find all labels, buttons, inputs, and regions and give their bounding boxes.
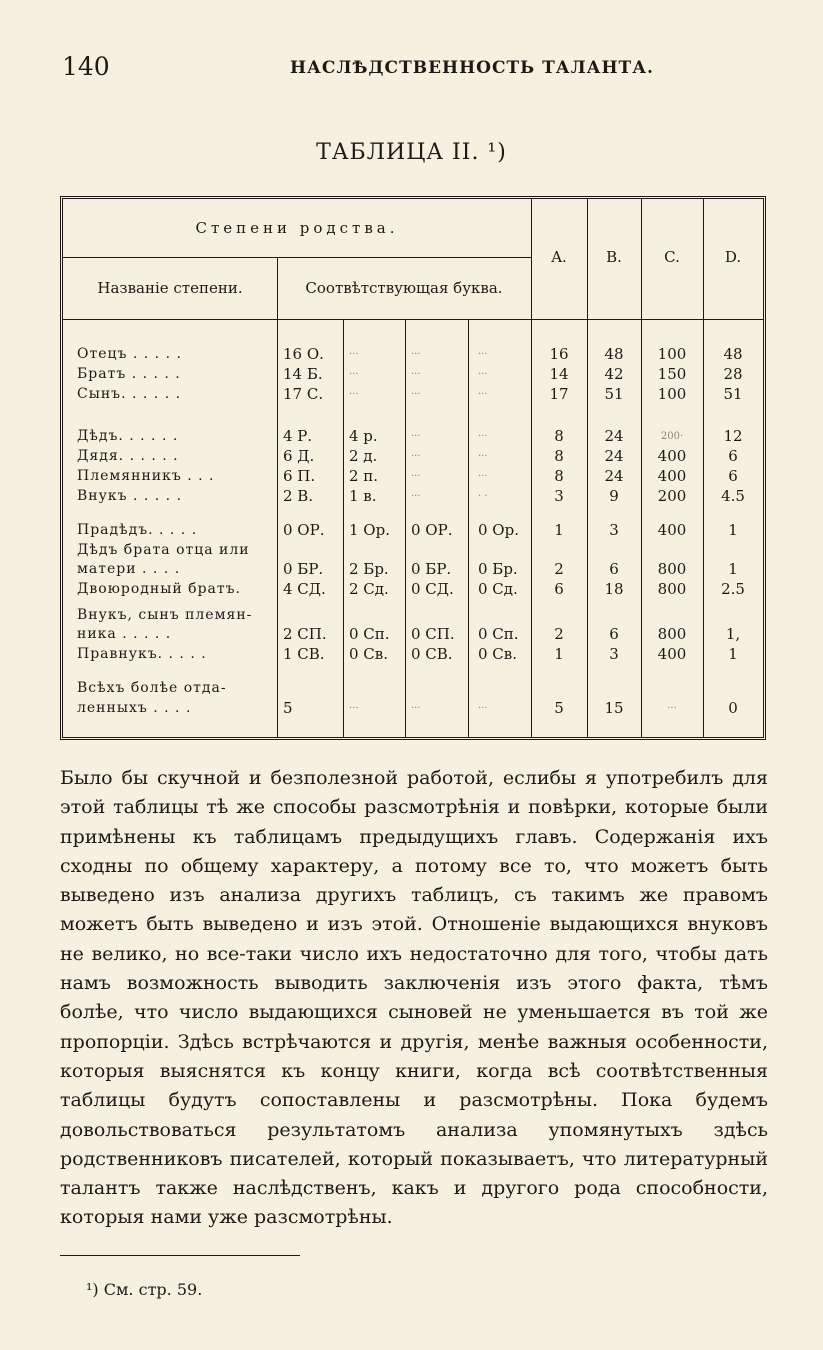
cell-a: 5 xyxy=(554,699,564,717)
row-label: Отецъ . . . . . xyxy=(77,346,182,362)
cell-l4: 0 Ор. xyxy=(478,521,519,539)
cell-b: 24 xyxy=(604,467,624,485)
cell-l2: ··· xyxy=(349,703,359,714)
cell-a: 3 xyxy=(554,487,564,505)
table-caption: ТАБЛИЦА II. ¹) xyxy=(316,140,507,165)
cell-c: 800 xyxy=(657,560,687,578)
cell-l4: ··· xyxy=(478,389,488,400)
cell-l3: 0 СД. xyxy=(411,580,454,598)
cell-c: ··· xyxy=(667,703,677,714)
cell-l1: 0 ОР. xyxy=(283,521,325,539)
cell-c: 100 xyxy=(657,385,687,403)
cell-l1: 2 В. xyxy=(283,487,314,505)
footnote: ¹) См. стр. 59. xyxy=(86,1280,203,1299)
cell-a: 8 xyxy=(554,427,564,445)
kinship-table xyxy=(60,196,766,740)
cell-l3: 0 СП. xyxy=(411,625,455,643)
cell-d: 2.5 xyxy=(721,580,745,598)
cell-b: 42 xyxy=(604,365,624,383)
cell-l2: 2 п. xyxy=(349,467,379,485)
cell-c: 100 xyxy=(657,345,687,363)
cell-l1: 17 С. xyxy=(283,385,324,403)
cell-l3: ··· xyxy=(411,471,421,482)
cell-l2: 1 Ор. xyxy=(349,521,390,539)
cell-l4: 0 Бр. xyxy=(478,560,518,578)
cell-l4: ··· xyxy=(478,349,488,360)
cell-l4: ··· xyxy=(478,451,488,462)
cell-l1: 6 П. xyxy=(283,467,316,485)
cell-l3: 0 ОР. xyxy=(411,521,453,539)
row-label: Всѣхъ болѣе отда- xyxy=(77,680,227,696)
group-header: Степени родства. xyxy=(195,219,399,237)
running-title: НАСЛѢДСТВЕННОСТЬ ТАЛАНТА. xyxy=(290,58,654,78)
cell-c: 800 xyxy=(657,625,687,643)
cell-b: 18 xyxy=(604,580,624,598)
col-c-header: C. xyxy=(664,248,680,266)
cell-l3: ··· xyxy=(411,491,421,502)
cell-d: 6 xyxy=(728,447,738,465)
cell-l3: ··· xyxy=(411,369,421,380)
body-paragraph: Было бы скучной и безполезной работой, еслибы я употребилъ для этой таблицы тѣ же способы разсмотрѣнія и повѣрки, которые были примѣнены къ таблицамъ предыдущихъ главъ. Содержанія ихъ сходны по общему характеру, а потому все то, что можетъ быть выведено изъ анализа другихъ таблицъ, съ такимъ же правомъ можетъ быть выведено и изъ этой. Отношеніе выдающихся внуковъ не велико, но все-таки число ихъ недостаточно для того, чтобы дать намъ возможность выводить заключенія изъ этого факта, тѣмъ болѣе, что число выдающихся сыновей не уменьшается въ той же пропорціи. Здѣсь встрѣчаются и другія, менѣе важныя особенности, которыя выяснятся къ концу книги, когда всѣ соотвѣтственныя таблицы будутъ сопоставлены и разсмотрѣны. Пока будемъ довольствоваться результатомъ анализа упомянутыхъ здѣсь родственниковъ писателей, который показываетъ, что литературный талантъ также наслѣдственъ, какъ и другого рода способности, которыя нами уже разсмотрѣны. xyxy=(60,767,768,1229)
cell-l4: ··· xyxy=(478,471,488,482)
col-d-header: D. xyxy=(724,248,742,266)
col-a-header: A. xyxy=(551,248,567,266)
cell-d: 1 xyxy=(728,560,738,578)
cell-l3: ··· xyxy=(411,349,421,360)
row-label: Дѣдъ. . . . . . xyxy=(77,428,179,444)
col-letter-header: Соотвѣтствующая буква. xyxy=(305,279,503,297)
cell-l3: ··· xyxy=(411,431,421,442)
cell-l2: ··· xyxy=(349,389,359,400)
cell-b: 3 xyxy=(609,521,619,539)
cell-b: 9 xyxy=(609,487,619,505)
cell-c: 400 xyxy=(657,447,687,465)
cell-l1: 5 xyxy=(283,699,293,717)
cell-c: 200· xyxy=(660,431,684,442)
page-number: 140 xyxy=(62,52,110,81)
cell-l4: 0 Св. xyxy=(478,645,518,663)
cell-l2: 1 в. xyxy=(349,487,377,505)
cell-l2: ··· xyxy=(349,349,359,360)
cell-a: 17 xyxy=(549,385,569,403)
cell-d: 1, xyxy=(725,625,741,643)
cell-d: 4.5 xyxy=(721,487,745,505)
cell-l4: ··· xyxy=(478,369,488,380)
cell-l2: 2 Бр. xyxy=(349,560,389,578)
row-label: Племянникъ . . . xyxy=(77,468,215,484)
cell-c: 200 xyxy=(657,487,687,505)
col-name-header: Названіе степени. xyxy=(97,279,243,297)
footnote-rule xyxy=(60,1255,300,1256)
row-label: Дѣдъ брата отца или xyxy=(77,542,250,558)
cell-a: 1 xyxy=(554,521,564,539)
cell-l3: ··· xyxy=(411,703,421,714)
cell-d: 1 xyxy=(728,645,738,663)
cell-c: 400 xyxy=(657,521,687,539)
cell-d: 0 xyxy=(728,699,738,717)
cell-b: 24 xyxy=(604,447,624,465)
cell-b: 15 xyxy=(604,699,624,717)
cell-b: 3 xyxy=(609,645,619,663)
cell-l1: 4 Р. xyxy=(283,427,313,445)
row-label: Правнукъ. . . . . xyxy=(77,646,207,662)
cell-l4: 0 Сд. xyxy=(478,580,518,598)
cell-l4: ··· xyxy=(478,703,488,714)
cell-c: 400 xyxy=(657,467,687,485)
row-label: Дядя. . . . . . xyxy=(77,448,179,464)
cell-l1: 2 СП. xyxy=(283,625,327,643)
cell-a: 16 xyxy=(549,345,569,363)
cell-b: 24 xyxy=(604,427,624,445)
cell-a: 14 xyxy=(549,365,569,383)
cell-l2: ··· xyxy=(349,369,359,380)
cell-l3: ··· xyxy=(411,451,421,462)
cell-l1: 4 СД. xyxy=(283,580,326,598)
cell-d: 48 xyxy=(723,345,743,363)
cell-l4: 0 Сп. xyxy=(478,625,519,643)
row-label: Братъ . . . . . xyxy=(77,366,181,382)
cell-l1: 6 Д. xyxy=(283,447,315,465)
row-label: ленныхъ . . . . xyxy=(77,700,192,716)
col-b-header: B. xyxy=(606,248,622,266)
cell-l1: 14 Б. xyxy=(283,365,323,383)
cell-l2: 4 р. xyxy=(349,427,378,445)
cell-b: 48 xyxy=(604,345,624,363)
row-label: Внукъ . . . . . xyxy=(77,488,183,504)
cell-d: 1 xyxy=(728,521,738,539)
cell-d: 12 xyxy=(723,427,743,445)
cell-d: 6 xyxy=(728,467,738,485)
cell-c: 800 xyxy=(657,580,687,598)
cell-a: 1 xyxy=(554,645,564,663)
cell-c: 150 xyxy=(657,365,687,383)
cell-d: 28 xyxy=(723,365,743,383)
cell-l4: ··· xyxy=(478,431,488,442)
cell-a: 2 xyxy=(554,560,564,578)
cell-l2: 0 Св. xyxy=(349,645,389,663)
cell-l3: ··· xyxy=(411,389,421,400)
row-label: Внукъ, сынъ племян- xyxy=(77,607,253,623)
cell-l4: · · xyxy=(478,491,488,502)
cell-a: 6 xyxy=(554,580,564,598)
cell-l2: 2 Сд. xyxy=(349,580,389,598)
cell-a: 8 xyxy=(554,467,564,485)
cell-l1: 0 БР. xyxy=(283,560,324,578)
row-label: Сынъ. . . . . . xyxy=(77,386,182,402)
row-label: Двоюродный братъ. xyxy=(77,581,241,597)
cell-b: 6 xyxy=(609,560,619,578)
cell-d: 51 xyxy=(723,385,743,403)
row-label: Прадѣдъ. . . . . xyxy=(77,522,198,538)
row-label: матери . . . . xyxy=(77,561,181,577)
cell-l2: 2 д. xyxy=(349,447,378,465)
cell-l3: 0 БР. xyxy=(411,560,452,578)
row-label: ника . . . . . xyxy=(77,626,172,642)
cell-b: 6 xyxy=(609,625,619,643)
cell-l1: 1 СВ. xyxy=(283,645,325,663)
cell-l2: 0 Сп. xyxy=(349,625,390,643)
cell-a: 8 xyxy=(554,447,564,465)
cell-c: 400 xyxy=(657,645,687,663)
cell-l1: 16 О. xyxy=(283,345,324,363)
cell-l3: 0 СВ. xyxy=(411,645,453,663)
cell-b: 51 xyxy=(604,385,624,403)
cell-a: 2 xyxy=(554,625,564,643)
